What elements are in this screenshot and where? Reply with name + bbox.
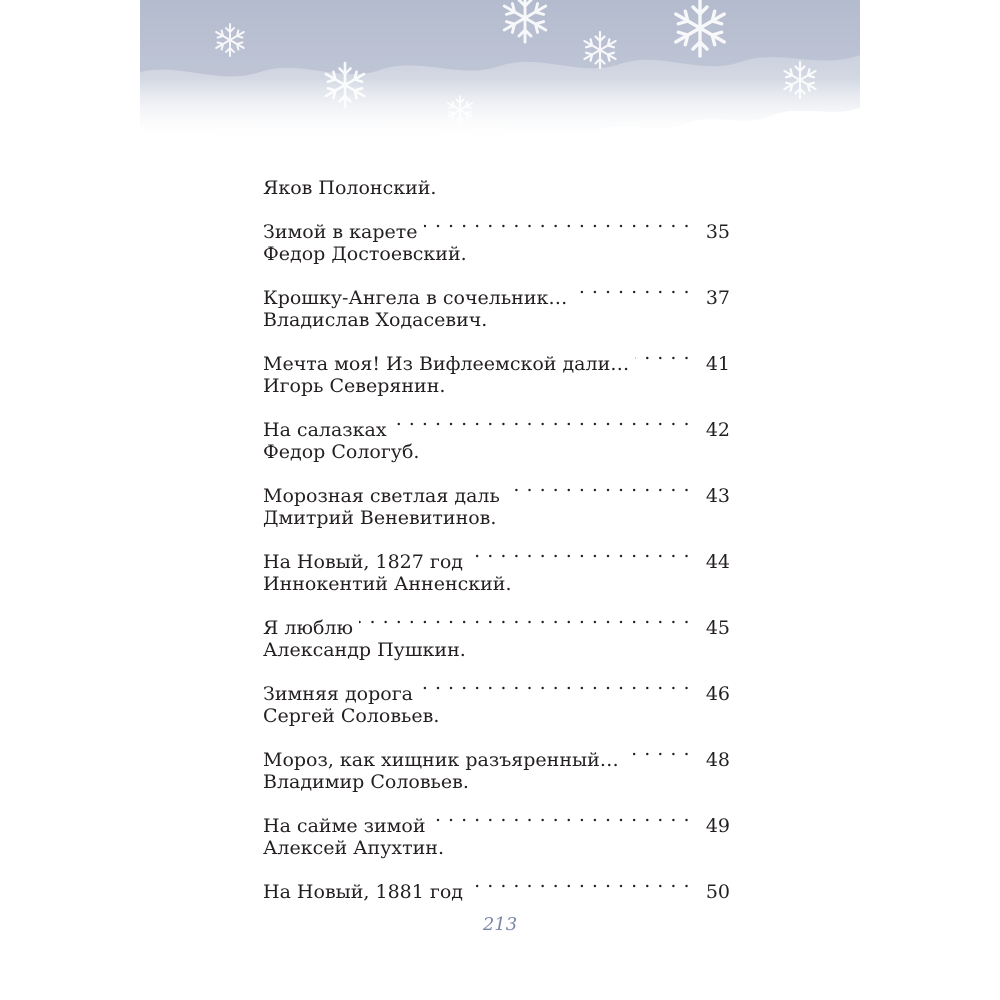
toc-page-number: 48: [705, 749, 730, 771]
toc-title: Мечта моя! Из Вифлеемской дали…: [263, 353, 630, 375]
page-number: 213: [482, 914, 518, 935]
toc-title: Я люблю: [263, 617, 354, 639]
toc-page-number: 37: [705, 287, 730, 309]
dot-leader: [469, 865, 690, 898]
toc-line: [263, 205, 730, 243]
toc-page-number: 50: [705, 881, 730, 903]
toc-author: Яков Полонский.: [263, 177, 437, 199]
toc-title: Мороз, как хищник разъяренный…: [263, 749, 619, 771]
toc-line: [263, 601, 730, 639]
toc-page-number: 35: [705, 221, 730, 243]
toc-author: Владислав Ходасевич.: [263, 309, 488, 331]
toc-entry[interactable]: [263, 436, 730, 507]
dot-leader: [432, 799, 690, 832]
toc-line: [263, 271, 730, 309]
dot-leader: [635, 337, 690, 370]
toc-title: Зимняя дорога: [263, 683, 413, 705]
toc-title: На Новый, 1881 год: [263, 881, 463, 903]
dot-leader: [469, 535, 690, 568]
toc-author: Сергей Соловьев.: [263, 705, 440, 727]
toc-title: Морозная светлая даль: [263, 485, 500, 507]
toc-entry[interactable]: [263, 172, 730, 243]
watercolor-snow-header: [140, 0, 860, 170]
toc-page-number: 49: [705, 815, 730, 837]
toc-title: На салазках: [263, 419, 387, 441]
toc-entry[interactable]: [263, 700, 730, 771]
toc-page-number: 45: [705, 617, 730, 639]
dot-leader: [419, 667, 690, 700]
toc-line: [263, 337, 730, 375]
toc-page-number: 42: [705, 419, 730, 441]
toc-page-number: 44: [705, 551, 730, 573]
toc-title: Крошку-Ангела в сочельник…: [263, 287, 568, 309]
toc-title: На Новый, 1827 год: [263, 551, 463, 573]
toc-line: [263, 667, 730, 705]
book-page: [140, 0, 860, 1000]
toc-title: На сайме зимой: [263, 815, 426, 837]
toc-author: Алексей Апухтин.: [263, 837, 444, 859]
table-of-contents: [263, 172, 730, 903]
toc-author: Игорь Северянин.: [263, 375, 446, 397]
toc-page-number: 41: [705, 353, 730, 375]
dot-leader: [573, 271, 690, 304]
dot-leader: [359, 601, 690, 634]
toc-title: Зимой в карете: [263, 221, 418, 243]
dot-leader: [424, 205, 690, 238]
toc-line: [263, 799, 730, 837]
toc-page-number: 46: [705, 683, 730, 705]
toc-entry[interactable]: [263, 568, 730, 639]
dot-leader: [393, 403, 690, 436]
toc-entry[interactable]: [263, 238, 730, 309]
toc-line: [263, 535, 730, 573]
toc-entry[interactable]: [263, 634, 730, 705]
toc-author: Александр Пушкин.: [263, 639, 466, 661]
toc-author: Дмитрий Веневитинов.: [263, 507, 497, 529]
toc-entry[interactable]: [263, 832, 730, 903]
toc-author: Федор Сологуб.: [263, 441, 420, 463]
toc-line: [263, 403, 730, 441]
toc-line: [263, 865, 730, 903]
toc-author: Владимир Соловьев.: [263, 771, 469, 793]
dot-leader: [625, 733, 690, 766]
toc-line: [263, 469, 730, 507]
toc-line: [263, 733, 730, 771]
toc-page-number: 43: [705, 485, 730, 507]
toc-author: Иннокентий Анненский.: [263, 573, 512, 595]
toc-author: Федор Достоевский.: [263, 243, 467, 265]
dot-leader: [506, 469, 690, 502]
